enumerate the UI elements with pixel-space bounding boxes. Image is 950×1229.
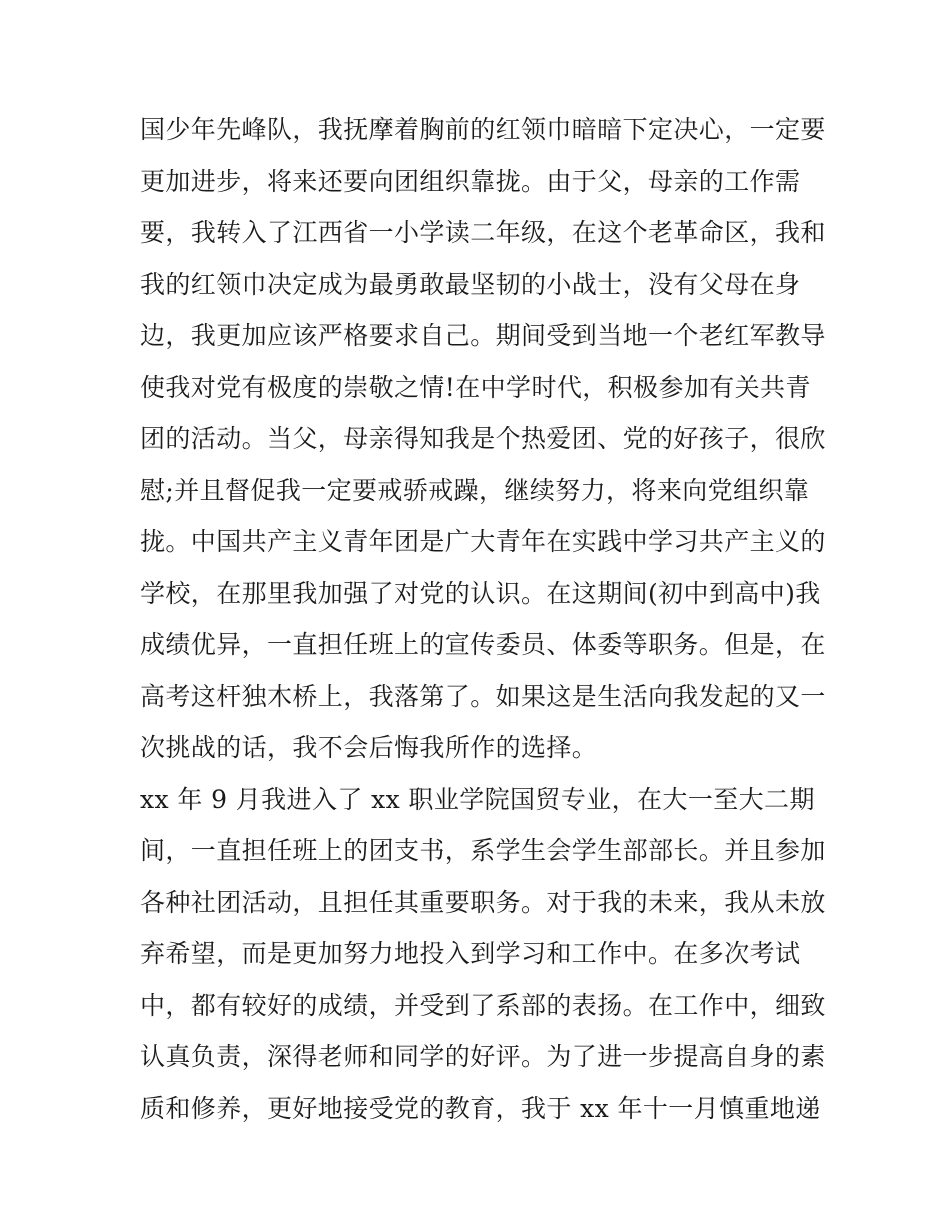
body-text [140, 104, 826, 1134]
text-line: 弃希望，而是更加努力地投入到学习和工作中。在多次考试 [140, 939, 801, 968]
text-line: 学校，在那里我加强了对党的认识。在这期间(初中到高中)我 [140, 578, 821, 608]
text-line: 次挑战的话，我不会后悔我所作的选择。 [140, 733, 598, 762]
text-line: 间，一直担任班上的团支书，系学生会学生部部长。并且参加 [140, 836, 826, 865]
text-line: 团的活动。当父，母亲得知我是个热爱团、党的好孩子，很欣 [140, 424, 826, 453]
text-line: 慰;并且督促我一定要戒骄戒躁，继续努力，将来向党组织靠 [140, 475, 810, 505]
text-line: 各种社团活动，且担任其重要职务。对于我的未来，我从未放 [140, 887, 826, 917]
text-line: 质和修养，更好地接受党的教育，我于 xx 年十一月慎重地递 [140, 1093, 821, 1123]
text-line: 国少年先峰队，我抚摩着胸前的红领巾暗暗下定决心，一定要 [140, 115, 826, 144]
text-line: 更加进步，将来还要向团组织靠拢。由于父，母亲的工作需 [140, 166, 801, 196]
text-line: 使我对党有极度的崇敬之情!在中学时代，积极参加有关共青 [140, 372, 811, 402]
text-line: 我的红领巾决定成为最勇敢最坚韧的小战士，没有父母在身 [140, 269, 801, 299]
text-line: 认真负责，深得老师和同学的好评。为了进一步提高自身的素 [140, 1042, 826, 1071]
text-line: 高考这杆独木桥上，我落第了。如果这是生活向我发起的又一 [140, 681, 826, 711]
text-line: 要，我转入了江西省一小学读二年级，在这个老革命区，我和 [140, 218, 826, 247]
text-line: 拢。中国共产主义青年团是广大青年在实践中学习共产主义的 [140, 527, 826, 556]
text-line: 成绩优异，一直担任班上的宣传委员、体委等职务。但是，在 [140, 630, 826, 659]
text-line: xx 年 9 月我进入了 xx 职业学院国贸专业，在大一至大二期 [140, 784, 815, 814]
text-line: 中，都有较好的成绩，并受到了系部的表扬。在工作中，细致 [140, 990, 826, 1020]
text-line: 边，我更加应该严格要求自己。期间受到当地一个老红军教导 [140, 321, 826, 350]
